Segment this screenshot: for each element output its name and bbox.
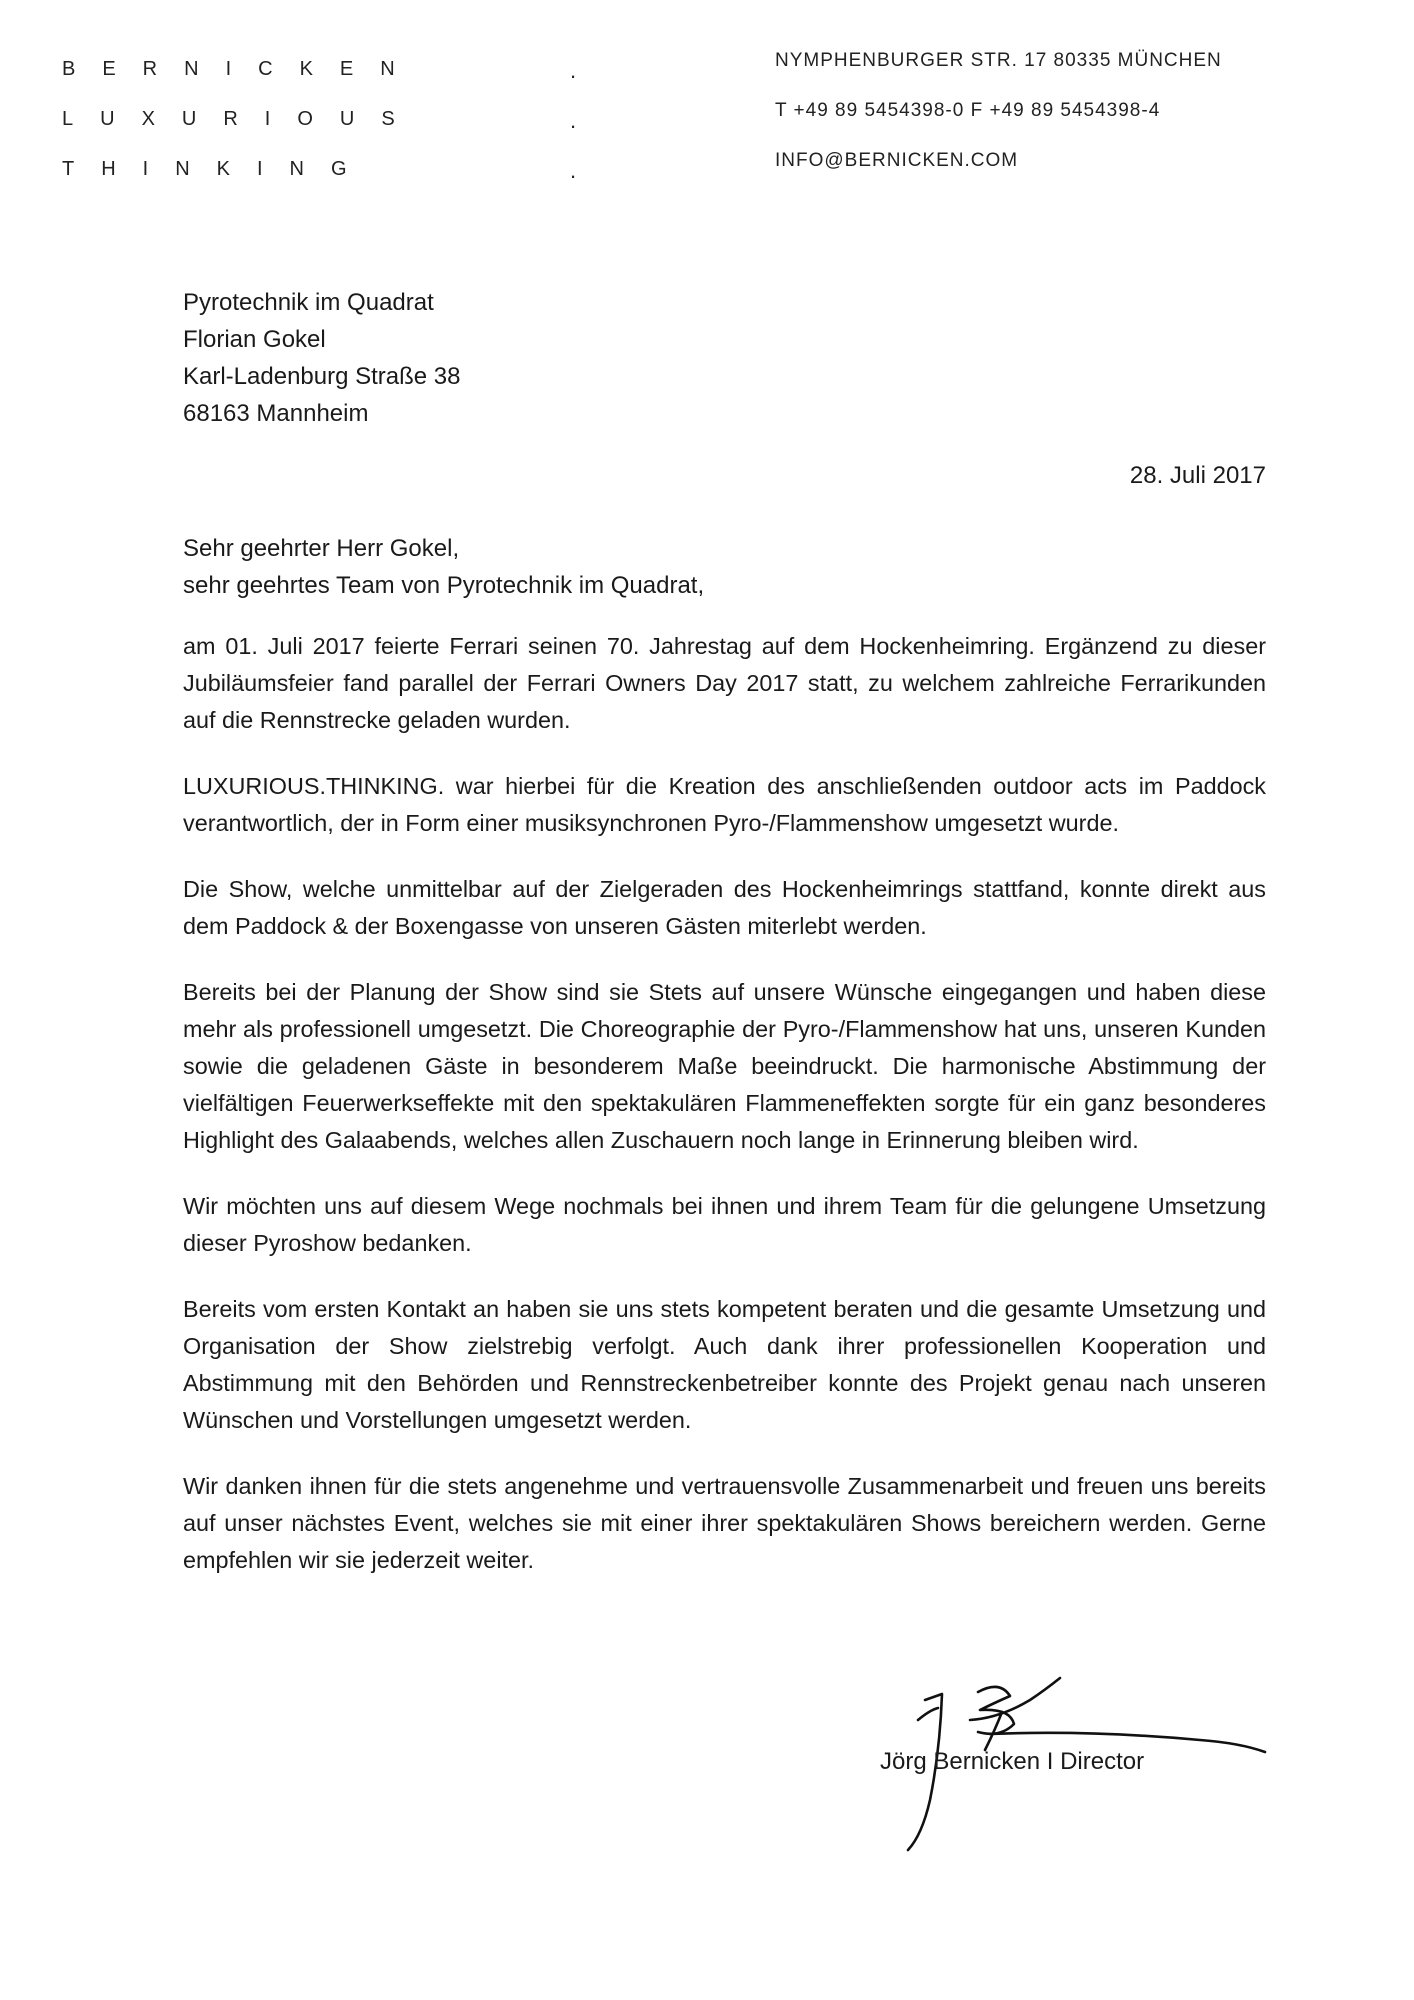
letterhead-phone-fax: T +49 89 5454398-0 F +49 89 5454398-4 (775, 100, 1161, 121)
paragraph-6: Bereits vom ersten Kontakt an haben sie uns stets kompetent beraten und die gesamte Umsetzung und Organisation der Show zielstrebig verfolgt. Auch dank ihrer professionellen Kooperation und Abstimmung mit den Behörden und Rennstreckenbetreiber konnte des Projekt genau nach unseren Wünschen und Vorstellungen umgesetzt werden. (183, 1296, 1266, 1433)
salutation (183, 530, 704, 604)
recipient-name: Florian Gokel (183, 326, 326, 353)
paragraph-2: LUXURIOUS.THINKING. war hierbei für die Kreation des anschließenden outdoor acts im Paddock verantwortlich, der in Form einer musiksynchronen Pyro-/Flammenshow umgesetzt wurde. (183, 773, 1266, 836)
brand-dot-1: . (570, 58, 577, 83)
brand-line-1: BERNICKEN (62, 58, 422, 80)
letterhead-email: INFO@BERNICKEN.COM (775, 150, 1019, 171)
recipient-company: Pyrotechnik im Quadrat (183, 289, 434, 316)
paragraph-3: Die Show, welche unmittelbar auf der Zielgeraden des Hockenheimrings stattfand, konnte direkt aus dem Paddock & der Boxengasse von unseren Gästen miterlebt werden. (183, 876, 1266, 939)
signer-name: Jörg Bernicken I Director (880, 1748, 1145, 1775)
brand-dot-2: . (570, 108, 577, 133)
paragraph-4: Bereits bei der Planung der Show sind sie Stets auf unsere Wünsche eingegangen und haben diese mehr als professionell umgesetzt. Die Choreographie der Pyro-/Flammenshow hat uns, unseren Kunden sowie die geladenen Gäste in besonderem Maße beeindruckt. Die harmonische Abstimmung der vielfältigen Feuerwerkseffekte mit den spektakulären Flammeneffekten sorgte für ein ganz besonderes Highlight des Galaabends, welches allen Zuschauern noch lange in Erinnerung bleiben wird. (183, 979, 1266, 1153)
salutation-line-2: sehr geehrtes Team von Pyrotechnik im Quadrat, (183, 572, 705, 599)
recipient-city: 68163 Mannheim (183, 400, 369, 427)
brand-line-2: LUXURIOUS (62, 108, 422, 130)
paragraph-5: Wir möchten uns auf diesem Wege nochmals bei ihnen und ihrem Team für die gelungene Umsetzung dieser Pyroshow bedanken. (183, 1193, 1266, 1256)
paragraph-1: am 01. Juli 2017 feierte Ferrari seinen 70. Jahrestag auf dem Hockenheimring. Ergänzend zu dieser Jubiläumsfeier fand parallel der Ferrari Owners Day 2017 statt, zu welchem zahlreiche Ferrarikunden auf die Rennstrecke geladen wurden. (183, 633, 1266, 733)
brand-dot-3: . (570, 158, 577, 183)
letterhead-address: NYMPHENBURGER STR. 17 80335 MÜNCHEN (775, 50, 1222, 71)
recipient-street: Karl-Ladenburg Straße 38 (183, 363, 461, 390)
letter-body (183, 628, 1266, 1608)
letter-date: 28. Juli 2017 (1129, 462, 1266, 489)
recipient-address (183, 284, 461, 432)
paragraph-7: Wir danken ihnen für die stets angenehme und vertrauensvolle Zusammenarbeit und freuen uns bereits auf unser nächstes Event, welches sie mit einer ihrer spektakulären Shows bereichern werden. Gerne empfehlen wir sie jederzeit weiter. (183, 1473, 1266, 1573)
salutation-line-1: Sehr geehrter Herr Gokel, (183, 535, 460, 562)
brand-line-3: THINKING (62, 158, 374, 180)
